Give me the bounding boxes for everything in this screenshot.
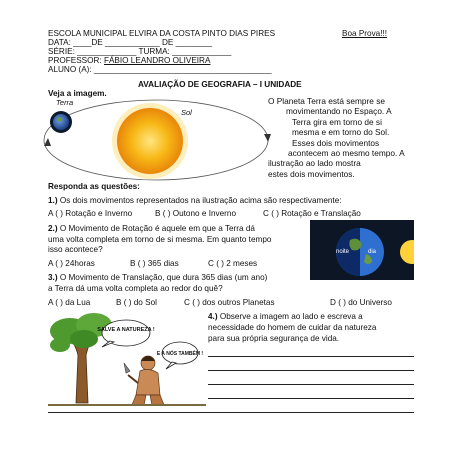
answer-line[interactable] <box>208 398 414 399</box>
night-label: noite <box>336 249 350 255</box>
intro-paragraph: O Planeta Terra está sempre se movimentando no Espaço. A Terra gira em torno de si mesma e em torno do Sol. Esses dois movimentos acontecem ao mesmo tempo. A ilustração ao lado mostra estes dois movimentos. <box>268 96 405 179</box>
answer-line[interactable] <box>48 412 414 413</box>
answer-line[interactable] <box>208 384 414 385</box>
question-3: 3.) O Movimento de Translação, que dura 365 dias (um ano) a Terra dá uma volta completa ao redor do quê? <box>48 273 268 293</box>
q2-option-b[interactable]: B ( ) 365 dias <box>130 259 179 268</box>
answer-line[interactable] <box>208 370 414 371</box>
sun-earth-orbit-figure <box>38 92 273 184</box>
class-field[interactable]: SÉRIE: _____________ TURMA: _____________ <box>48 47 232 56</box>
student-name-field[interactable]: ALUNO (A): _______________________________________ <box>48 65 272 74</box>
date-field[interactable]: DATA: ____DE ____________ DE ________ <box>48 38 213 47</box>
question-1: 1.) Os dois movimentos representados na ilustração acima são respectivamente: <box>48 196 342 205</box>
intro-label: Veja a imagem. <box>48 89 107 98</box>
earth-label: Terra <box>56 98 74 107</box>
answer-line[interactable] <box>208 356 414 357</box>
earth-icon <box>50 111 72 133</box>
day-label: dia <box>368 249 377 255</box>
q1-option-a[interactable]: A ( ) Rotação e Inverno <box>48 209 133 218</box>
q1-option-c[interactable]: C ( ) Rotação e Translação <box>263 209 361 218</box>
sun-icon <box>112 103 188 179</box>
q3-option-c[interactable]: C ( ) dos outros Planetas <box>184 298 275 307</box>
question-2: 2.) O Movimento de Rotação é aquele em que a Terra dá uma volta completa em torno de si mesma. Em quanto tempo isso acontece? <box>48 224 272 254</box>
question-4: 4.) Observe a imagem ao lado e escreva a necessidade do homem de cuidar da natureza para sua própria segurança de vida. <box>208 312 377 343</box>
nature-cartoon <box>48 311 206 407</box>
questions-label: Responda as questões: <box>48 182 140 191</box>
q2-option-c[interactable]: C ( ) 2 meses <box>208 259 258 268</box>
orbit-arrow-icon <box>44 138 51 146</box>
q3-option-a[interactable]: A ( ) da Lua <box>48 298 91 307</box>
earth-rotation-figure <box>310 220 414 280</box>
bubble-tree-text: SALVE A NATUREZA ! <box>97 327 155 333</box>
professor-name: FÁBIO LEANDRO OLIVEIRA <box>103 56 211 65</box>
q2-option-a[interactable]: A ( ) 24horas <box>48 259 95 268</box>
q1-option-b[interactable]: B ( ) Outono e Inverno <box>155 209 237 218</box>
q3-option-b[interactable]: B ( ) do Sol <box>116 298 157 307</box>
q3-option-d[interactable]: D ( ) do Universo <box>330 298 392 307</box>
bubble-man-text: E A NÓS TAMBÉM ! <box>156 351 204 357</box>
page-title: AVALIAÇÃO DE GEOGRAFIA – I UNIDADE <box>138 80 302 89</box>
school-name: ESCOLA MUNICIPAL ELVIRA DA COSTA PINTO DIAS PIRES <box>48 29 276 38</box>
sun-label: Sol <box>181 108 192 117</box>
professor-label: PROFESSOR: <box>48 56 104 65</box>
greeting: Boa Prova!!! <box>342 29 388 38</box>
